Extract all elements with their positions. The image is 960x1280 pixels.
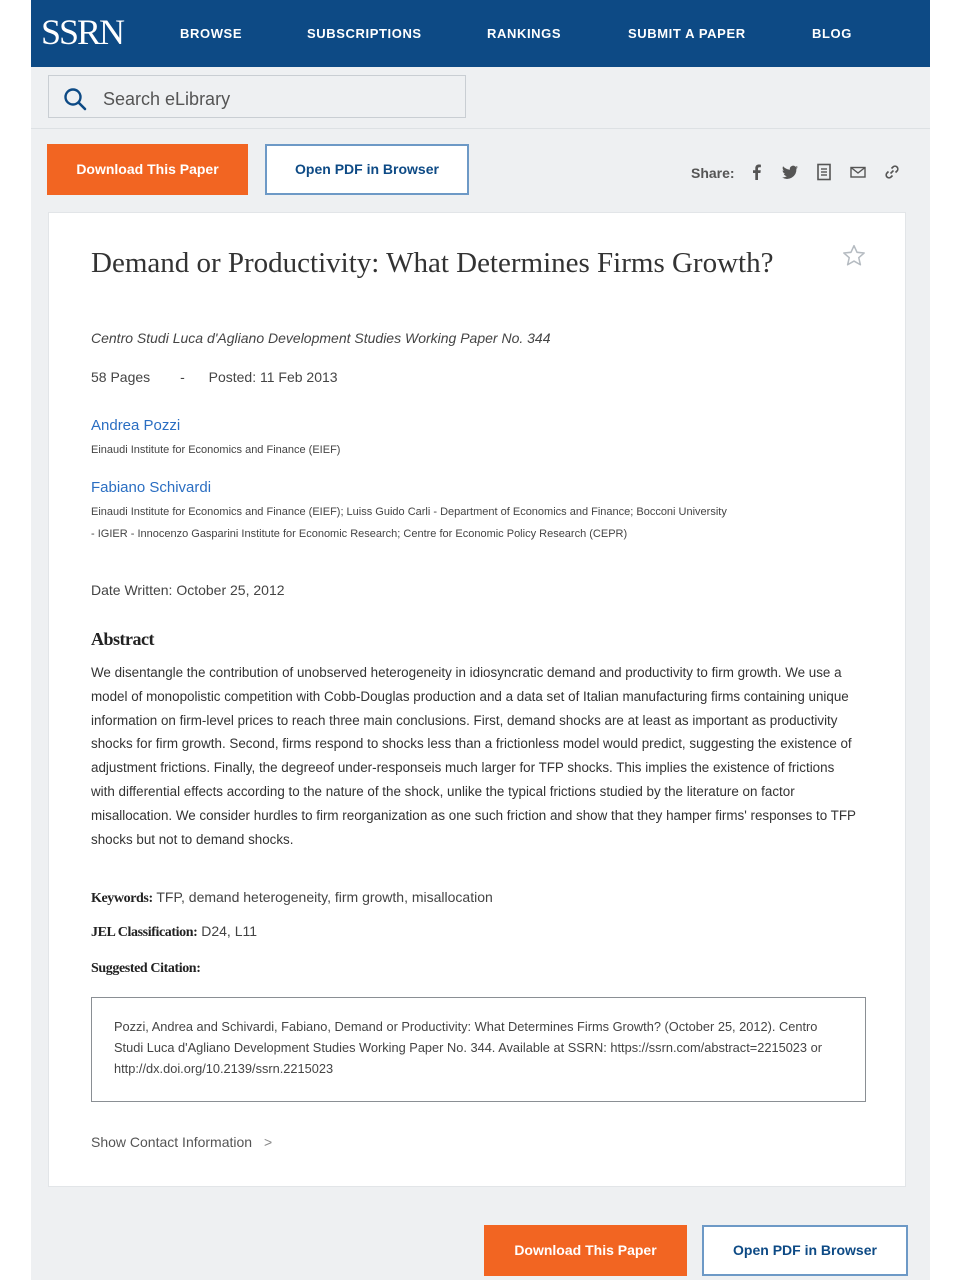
nav-submit-a-paper[interactable]: SUBMIT A PAPER xyxy=(628,26,746,41)
citation-box xyxy=(91,997,866,1102)
jel-row xyxy=(91,923,257,941)
page xyxy=(31,0,930,1280)
author-name-link[interactable]: Andrea Pozzi xyxy=(91,417,181,434)
author-affiliation: Einaudi Institute for Economics and Finance (EIEF) xyxy=(91,444,341,456)
nav-rankings[interactable]: RANKINGS xyxy=(487,26,562,41)
paper-card xyxy=(48,212,906,1187)
facebook-icon[interactable] xyxy=(748,163,766,181)
top-nav xyxy=(31,0,930,67)
abstract-text: We disentangle the contribution of unobserved heterogeneity in idiosyncratic demand and productivity to firm growth. We use a model of monopolistic competition with Cobb-Douglas production and a data set of Italian manufacturing firms containing unique information on firm-level prices to reach three main conclusions. First, demand shocks are at least as important as productivity shocks for firm growth. Second, firms respond to shocks less than a frictionless model would predict, suggesting the existence of adjustment frictions. Finally, the degreeof under-responseis much larger for TFP shocks. This implies the existence of frictions with differential effects according to the nature of the shock, unlike the typical frictions studied by the literature on factor misallocation. We consider hurdles to firm reorganization as one such friction and show that they hamper firms' responses to TFP shocks but not to demand shocks. xyxy=(91,665,856,847)
abstract-heading: Abstract xyxy=(91,629,154,649)
keywords-value: TFP, demand heterogeneity, firm growth, misallocation xyxy=(156,889,493,905)
author-name-link[interactable]: Fabiano Schivardi xyxy=(91,479,212,496)
contact-label: Show Contact Information xyxy=(91,1134,253,1150)
download-paper-button[interactable]: Download This Paper xyxy=(47,144,248,195)
twitter-icon[interactable] xyxy=(781,163,799,181)
email-icon[interactable] xyxy=(849,163,867,181)
search-input[interactable] xyxy=(48,75,466,118)
citation-text[interactable]: Pozzi, Andrea and Schivardi, Fabiano, Demand or Productivity: What Determines Firms Growth? (October 25, 2012). Centro Studi Luca d'Agliano Development Studies Working Paper No. 344. Available at SSRN: https://ssrn.com/abstract=2215023 or http://dx.doi.org/10.2139/ssrn.2215023 xyxy=(114,1019,822,1076)
meta-separator: - xyxy=(180,369,185,385)
nav-blog[interactable]: BLOG xyxy=(812,26,852,41)
paper-series: Centro Studi Luca d'Agliano Development Studies Working Paper No. 344 xyxy=(91,330,551,346)
page-count: 58 Pages xyxy=(91,369,151,385)
star-icon[interactable] xyxy=(841,243,867,269)
search-icon xyxy=(63,87,87,111)
paper-meta xyxy=(91,369,338,385)
nav-subscriptions[interactable]: SUBSCRIPTIONS xyxy=(307,26,422,41)
share-label: Share: xyxy=(691,165,735,181)
ssrn-logo[interactable]: SSRN xyxy=(41,12,124,52)
keywords-label: Keywords: xyxy=(91,891,153,906)
jel-value: D24, L11 xyxy=(201,923,258,939)
jel-label: JEL Classification: xyxy=(91,925,198,940)
download-paper-button-bottom[interactable]: Download This Paper xyxy=(484,1225,687,1276)
search-placeholder: Search eLibrary xyxy=(103,89,231,109)
citation-label: Suggested Citation: xyxy=(91,961,201,976)
nav-browse[interactable]: BROWSE xyxy=(180,26,243,41)
link-icon[interactable] xyxy=(883,163,901,181)
bookmark-icon[interactable] xyxy=(815,163,833,181)
open-pdf-button[interactable]: Open PDF in Browser xyxy=(265,144,469,195)
chevron-right-icon: > xyxy=(263,1134,273,1150)
date-written: Date Written: October 25, 2012 xyxy=(91,582,285,598)
open-pdf-button-bottom[interactable]: Open PDF in Browser xyxy=(702,1225,908,1276)
citation-heading xyxy=(91,959,200,977)
posted-date: Posted: 11 Feb 2013 xyxy=(208,369,338,385)
author-affiliation: Einaudi Institute for Economics and Finance (EIEF); Luiss Guido Carli - Department of Economics and Finance; Bocconi University - IGIER - Innocenzo Gasparini Institute for Economic Research; Centre for Economic Policy Research (CEPR) xyxy=(91,506,727,540)
paper-title: Demand or Productivity: What Determines Firms Growth? xyxy=(91,247,774,279)
divider xyxy=(31,128,930,129)
show-contact-link[interactable] xyxy=(91,1134,272,1150)
keywords-row xyxy=(91,889,493,907)
